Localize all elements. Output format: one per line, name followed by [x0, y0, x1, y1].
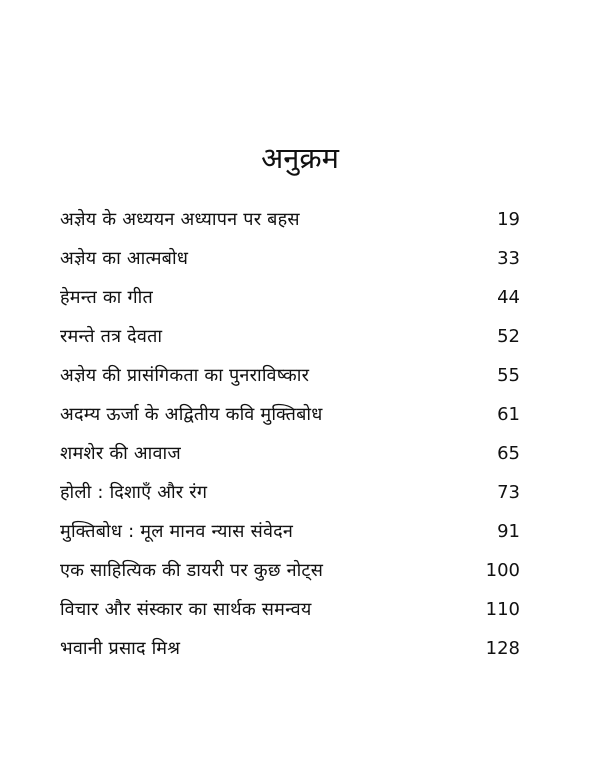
toc-entry-title: रमन्ते तत्र देवता — [60, 326, 163, 347]
toc-entry — [60, 629, 520, 668]
toc-entry-page: 55 — [497, 365, 520, 386]
table-of-contents — [60, 200, 520, 668]
toc-entry-title: विचार और संस्कार का सार्थक समन्वय — [60, 599, 312, 620]
toc-entry-title: हेमन्त का गीत — [60, 287, 153, 308]
toc-entry-page: 100 — [485, 560, 520, 581]
toc-entry-title: शमशेर की आवाज — [60, 443, 181, 464]
toc-entry — [60, 512, 520, 551]
toc-entry — [60, 317, 520, 356]
toc-entry — [60, 278, 520, 317]
toc-entry-page: 44 — [497, 287, 520, 308]
toc-entry — [60, 473, 520, 512]
page-title: अनुक्रम — [261, 141, 339, 175]
toc-entry — [60, 434, 520, 473]
toc-entry-page: 73 — [497, 482, 520, 503]
toc-entry-title: होली : दिशाएँ और रंग — [60, 482, 208, 503]
toc-entry-page: 19 — [497, 209, 520, 230]
toc-entry-title: अज्ञेय की प्रासंगिकता का पुनराविष्कार — [60, 365, 310, 386]
toc-entry — [60, 239, 520, 278]
toc-entry-page: 91 — [497, 521, 520, 542]
toc-entry-page: 110 — [485, 599, 520, 620]
toc-entry — [60, 200, 520, 239]
toc-entry-page: 33 — [497, 248, 520, 269]
toc-entry-page: 128 — [485, 638, 520, 659]
toc-entry — [60, 395, 520, 434]
toc-entry — [60, 551, 520, 590]
toc-entry-title: अज्ञेय के अध्ययन अध्यापन पर बहस — [60, 209, 300, 230]
toc-entry-title: अदम्य ऊर्जा के अद्वितीय कवि मुक्तिबोध — [60, 404, 323, 425]
toc-entry-page: 61 — [497, 404, 520, 425]
toc-entry — [60, 590, 520, 629]
toc-entry — [60, 356, 520, 395]
toc-entry-title: मुक्तिबोध : मूल मानव न्यास संवेदन — [60, 521, 294, 542]
toc-entry-title: एक साहित्यिक की डायरी पर कुछ नोट्स — [60, 560, 324, 581]
toc-entry-page: 52 — [497, 326, 520, 347]
toc-entry-page: 65 — [497, 443, 520, 464]
toc-entry-title: भवानी प्रसाद मिश्र — [60, 638, 181, 659]
toc-entry-title: अज्ञेय का आत्मबोध — [60, 248, 189, 269]
